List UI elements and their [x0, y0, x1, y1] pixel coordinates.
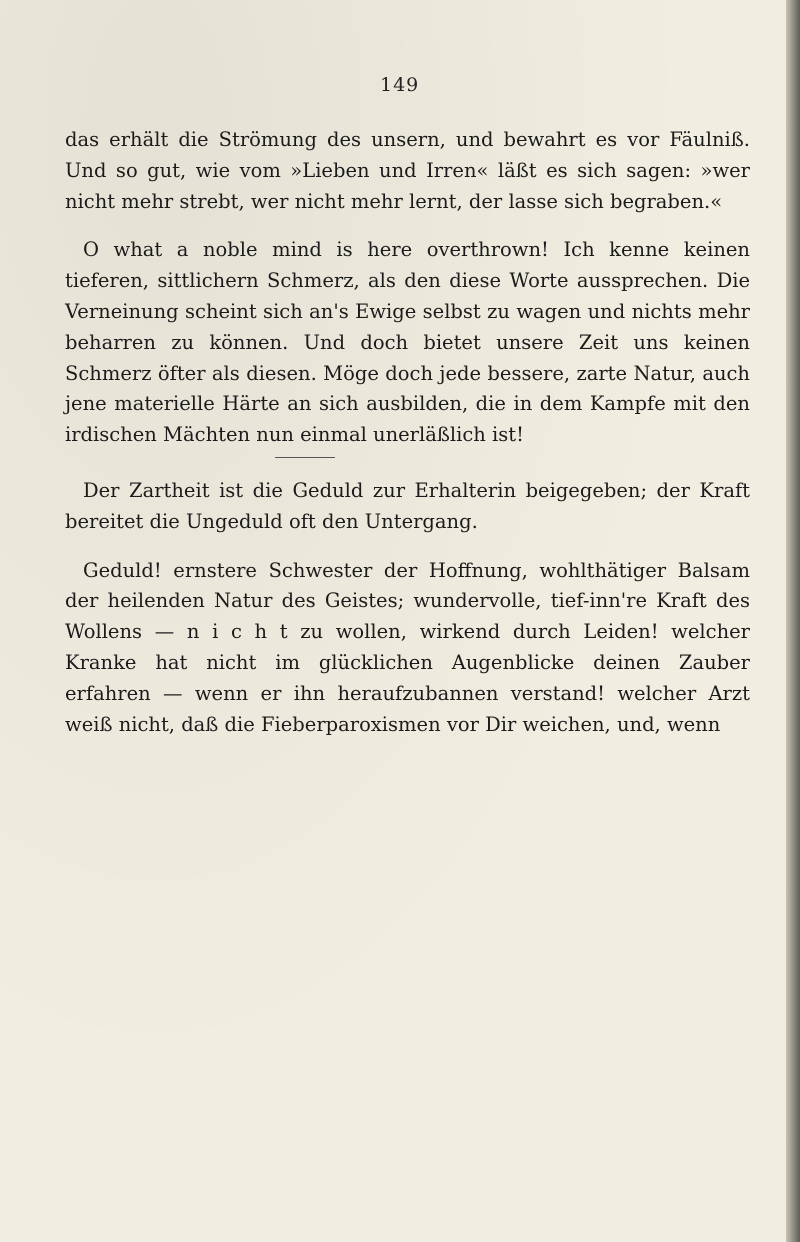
- page-text: [65, 125, 750, 740]
- paragraph-1: das erhält die Strömung des unsern, und bewahrt es vor Fäulniß. Und so gut, wie vom »Lieben und Irren« läßt es sich sagen: »wer nicht mehr strebt, wer nicht mehr lernt, der lasse sich begraben.«: [65, 128, 750, 213]
- section-divider: [275, 457, 335, 458]
- paragraph-2: O what a noble mind is here overthrown! Ich kenne keinen tieferen, sittlichern Schmerz, als den diese Worte aussprechen. Die Verneinung scheint sich an's Ewige selbst zu wagen und nichts mehr beharren zu können. Und doch bietet unsere Zeit uns keinen Schmerz öfter als diesen. Möge doch jede bessere, zarte Natur, auch jene materielle Härte an sich ausbilden, die in dem Kampfe mit den irdischen Mächten nun einmal unerläßlich ist!: [65, 238, 750, 447]
- paragraph-3: Der Zartheit ist die Geduld zur Erhalterin beigegeben; der Kraft bereitet die Ungeduld oft den Untergang.: [65, 478, 750, 533]
- book-edge: [786, 0, 800, 1242]
- paragraph-4: Geduld! ernstere Schwester der Hoffnung, wohlthätiger Balsam der heilenden Natur des Geistes; wundervolle, tief-inn're Kraft des Wollens — n i c h t zu wollen, wirkend durch Leiden! welcher Kranke hat nicht im glücklichen Augenblicke deinen Zauber erfahren — wenn er ihn heraufzubannen verstand! welcher Arzt weiß nicht, daß die Fieberparoxismen vor Dir weichen, und, wenn: [65, 558, 750, 736]
- page-number: 149: [380, 74, 420, 96]
